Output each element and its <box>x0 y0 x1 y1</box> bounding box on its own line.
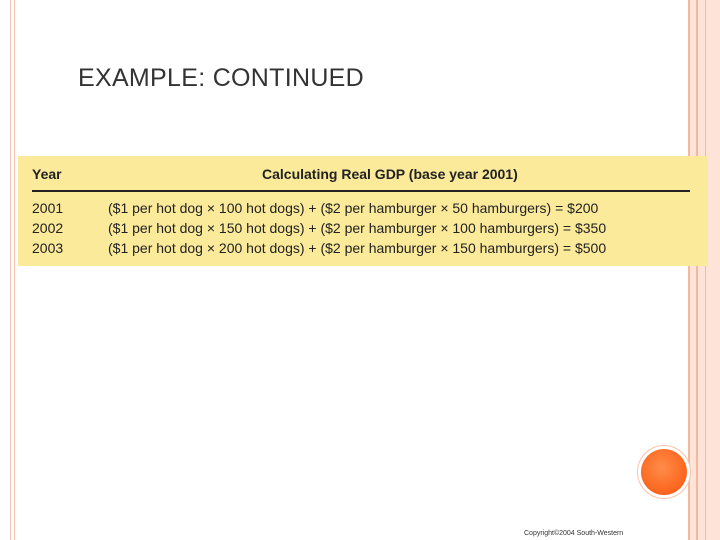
decorative-orange-circle <box>641 449 687 495</box>
frame-right-line <box>696 0 698 540</box>
frame-right-line <box>688 0 690 540</box>
cell-year: 2003 <box>32 240 64 256</box>
header-divider <box>32 190 690 192</box>
frame-left-outer-line <box>10 0 11 540</box>
table-row <box>18 240 708 260</box>
cell-year: 2002 <box>32 220 64 236</box>
cell-calculation: ($1 per hot dog × 200 hot dogs) + ($2 per hamburger × 150 hamburgers) = $500 <box>108 240 607 256</box>
header-calculation: Calculating Real GDP (base year 2001) <box>262 166 518 182</box>
cell-calculation: ($1 per hot dog × 150 hot dogs) + ($2 per hamburger × 100 hamburgers) = $350 <box>108 220 607 236</box>
cell-year: 2001 <box>32 200 64 216</box>
frame-right-line <box>705 0 706 540</box>
table-body <box>18 200 708 260</box>
slide-title: EXAMPLE: CONTINUED <box>78 64 365 92</box>
frame-left-inner-line <box>14 0 15 540</box>
cell-calculation: ($1 per hot dog × 100 hot dogs) + ($2 per hamburger × 50 hamburgers) = $200 <box>108 200 599 216</box>
table-row <box>18 220 708 240</box>
real-gdp-table <box>18 156 708 266</box>
table-row <box>18 200 708 220</box>
copyright-notice: Copyright©2004 South-Western <box>524 530 624 537</box>
table-header-row <box>18 166 708 186</box>
header-year: Year <box>32 166 62 182</box>
